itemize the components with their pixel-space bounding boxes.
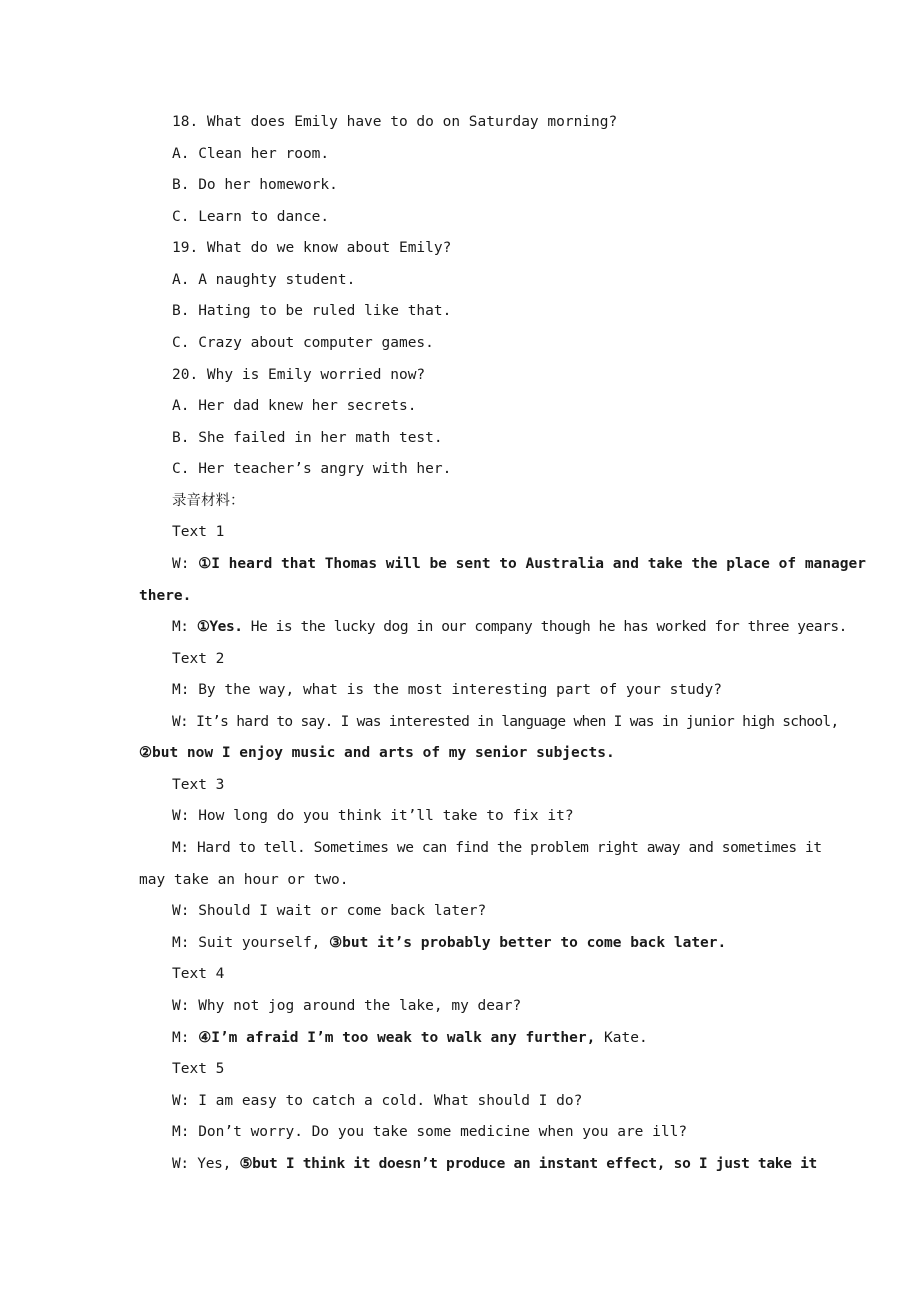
text-4-w-line: W: Why not jog around the lake, my dear?: [172, 998, 522, 1014]
text-3-title: Text 3: [172, 777, 225, 793]
text-4-m-line: [172, 1028, 784, 1048]
text-3-m-line-1-cont: may take an hour or two.: [139, 872, 349, 888]
text-2-title: Text 2: [172, 651, 225, 667]
key-answer-1: ①Yes.: [196, 619, 243, 635]
text-3-w-line-1: W: How long do you think it’ll take to fix it?: [172, 808, 574, 824]
question-18-option-b: B. Do her homework.: [172, 177, 338, 193]
transcript-heading: 录音材料：: [172, 493, 245, 509]
text-1-title: Text 1: [172, 524, 225, 540]
text-3-m-prefix: M: Suit yourself,: [172, 935, 330, 951]
text-4-title: Text 4: [172, 966, 225, 982]
key-sentence-1: ①I heard that Thomas will be sent to Australia and take the place of manager: [198, 556, 866, 572]
question-20-option-a: A. Her dad knew her secrets.: [172, 398, 417, 414]
question-19-stem: 19. What do we know about Emily?: [172, 240, 452, 256]
question-20-stem: 20. Why is Emily worried now?: [172, 367, 426, 383]
text-5-w-line-1: W: I am easy to catch a cold. What should I do?: [172, 1093, 583, 1109]
text-5-w-line-2: [172, 1154, 817, 1174]
question-20-option-c: C. Her teacher’s angry with her.: [172, 461, 452, 477]
text-5-m-line: M: Don’t worry. Do you take some medicine when you are ill?: [172, 1124, 688, 1140]
key-sentence-3: ③but it’s probably better to come back later.: [329, 935, 727, 951]
text-5-w-prefix: W: Yes,: [172, 1156, 240, 1172]
key-sentence-4: ④I’m afraid I’m too weak to walk any further,: [198, 1030, 596, 1046]
text-3-m-line-1: M: Hard to tell. Sometimes we can find the problem right away and sometimes it: [172, 840, 822, 856]
text-2-m-line: M: By the way, what is the most interesting part of your study?: [172, 682, 722, 698]
question-19-option-c: C. Crazy about computer games.: [172, 335, 434, 351]
question-18-option-c: C. Learn to dance.: [172, 209, 330, 225]
question-19-option-a: A. A naughty student.: [172, 272, 356, 288]
text-4-m-rest: Kate.: [595, 1030, 648, 1046]
question-18-option-a: A. Clean her room.: [172, 146, 330, 162]
text-1-w-line-cont: there.: [139, 588, 192, 604]
text-1-w-line: [172, 554, 866, 574]
question-19-option-b: B. Hating to be ruled like that.: [172, 303, 452, 319]
question-20-option-b: B. She failed in her math test.: [172, 430, 443, 446]
text-2-w-line: W: It’s hard to say. I was interested in language when I was in junior high school,: [172, 714, 839, 730]
question-18-stem: 18. What does Emily have to do on Saturday morning?: [172, 114, 618, 130]
key-sentence-2: ②but now I enjoy music and arts of my senior subjects.: [139, 745, 615, 761]
text-5-title: Text 5: [172, 1061, 225, 1077]
text-1-m-line: [172, 617, 847, 637]
speaker-prefix: M:: [172, 619, 197, 635]
speaker-prefix: W:: [172, 556, 199, 572]
key-sentence-5: ⑤but I think it doesn’t produce an instant effect, so I just take it: [239, 1156, 817, 1172]
text-1-m-rest: He is the lucky dog in our company though he has worked for three years.: [242, 619, 847, 635]
text-3-w-line-2: W: Should I wait or come back later?: [172, 903, 487, 919]
speaker-prefix: M:: [172, 1030, 199, 1046]
text-3-m-line-2: [172, 933, 784, 953]
